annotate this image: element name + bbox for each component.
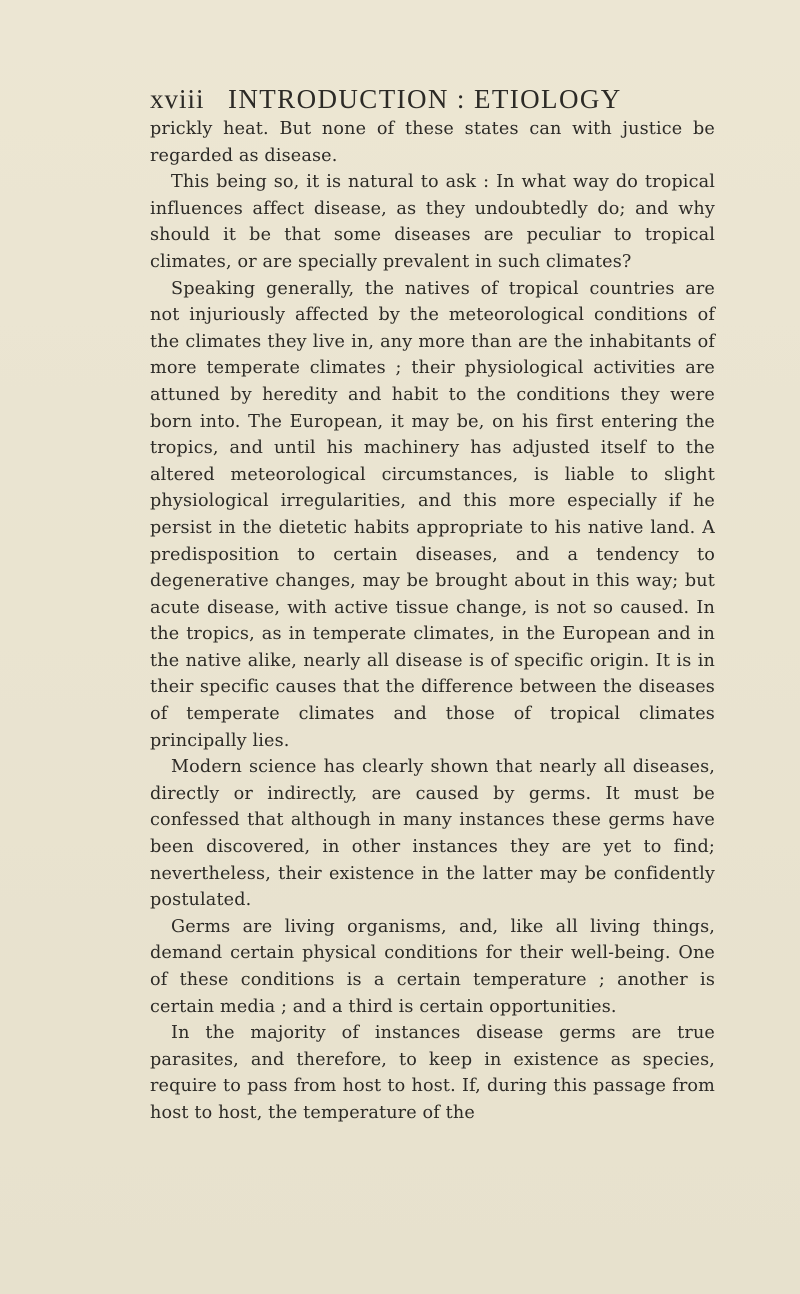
page-number: xviii bbox=[150, 84, 205, 114]
paragraph: In the majority of instances disease germs are true parasites, and therefore, to keep in existence as species, require to pass from host to host. If, during this passage from host to host, the temperature of the bbox=[150, 1023, 715, 1123]
paragraph-continuation: prickly heat. But none of these states can with justice be regarded as disease. bbox=[150, 119, 715, 166]
body-text bbox=[150, 116, 715, 1127]
paragraph: Speaking generally, the natives of tropical countries are not injuriously affected by the meteorological conditions of the climates they live in, any more than are the inhabitants of more temperate climates ; their physiological activities are attuned by heredity and habit to the conditions they were born into. The European, it may be, on his first entering the tropics, and until his machinery has adjusted itself to the altered meteorological circumstances, is liable to slight physiological irregularities, and this more especially if he persist in the dietetic habits appropriate to his native land. A predisposition to certain diseases, and a tendency to degenerative changes, may be brought about in this way; but acute disease, with active tissue change, is not so caused. In the tropics, as in temperate climates, in the European and in the native alike, nearly all disease is of specific origin. It is in their specific causes that the difference between the diseases of temperate climates and those of tropical climates principally lies. bbox=[150, 278, 715, 751]
running-title: INTRODUCTION : ETIOLOGY bbox=[228, 84, 622, 114]
paragraph: Modern science has clearly shown that nearly all diseases, directly or indirectly, are caused by germs. It must be confessed that although in many instances these germs have been discovered, in other instances they are yet to find; nevertheless, their existence in the latter may be confidently postulated. bbox=[150, 757, 715, 911]
paragraph: Germs are living organisms, and, like all living things, demand certain physical conditions for their well-being. One of these conditions is a certain temperature ; another is certain media ; and a third is certain opportunities. bbox=[150, 916, 715, 1017]
paragraph: This being so, it is natural to ask : In what way do tropical influences affect disease, as they undoubtedly do; and why should it be that some diseases are peculiar to tropical climates, or are specially prevalent in such climates? bbox=[150, 172, 715, 272]
